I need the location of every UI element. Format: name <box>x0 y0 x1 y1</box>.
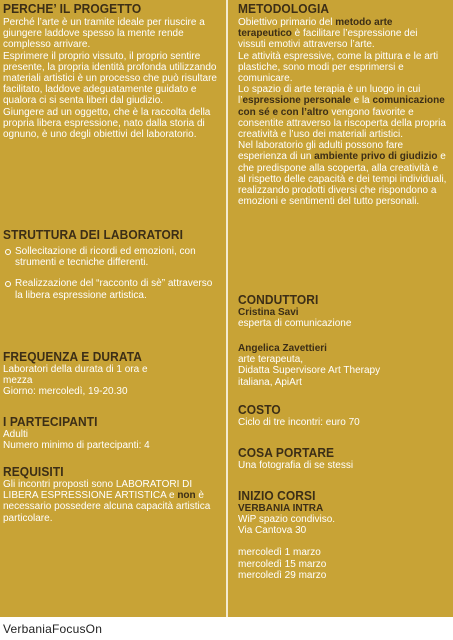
metodologia-p3-c: vengono favorite e consentite attraverso la riscoperta della propria creatività e l’uso dei materiali artistici. <box>238 106 446 141</box>
progetto-paragraph-3: Giungere ad un oggetto, che è la raccolta della propria libera espressione, nato dalla storia di ognuno, è uno degli obiettivi del laboratorio. <box>3 106 211 141</box>
metodologia-paragraph-1 <box>238 17 448 51</box>
heading-costo: COSTO <box>238 402 281 417</box>
section-requisiti <box>3 465 222 524</box>
heading-progetto: PERCHE’ IL PROGETTO <box>3 1 142 16</box>
metodologia-paragraph-3 <box>238 84 448 140</box>
inizio-address: Via Cantova 30 <box>238 525 307 537</box>
metodologia-p4-bold: ambiente privo di giudizio <box>314 151 438 163</box>
inizio-date-3: mercoledì 29 marzo <box>238 569 327 581</box>
brand-watermark <box>3 622 102 636</box>
heading-requisiti: REQUISITI <box>3 464 64 479</box>
frequenza-line-2: Giorno: mercoledì, 19-20.30 <box>3 386 128 398</box>
section-struttura <box>3 228 222 301</box>
progetto-paragraph-1: Perché l’arte è un tramite ideale per riuscire a giungere laddove spesso la mente rende complesso arrivare. <box>3 17 205 51</box>
inizio-venue: WiP spazio condiviso. <box>238 514 336 525</box>
conduttore-2-role-line-1: arte terapeuta, <box>238 354 304 366</box>
frequenza-line-1: Laboratori della durata di 1 ora e mezza <box>3 364 148 387</box>
section-inizio-corsi <box>238 489 448 581</box>
section-conduttori <box>238 293 448 388</box>
requisiti-text-bold: non <box>177 490 196 502</box>
metodologia-p1-b: è facilitare l’espressione dei vissuti emotivi attraverso l’arte. <box>238 28 418 51</box>
section-frequenza <box>3 350 222 398</box>
section-partecipanti <box>3 415 222 451</box>
requisiti-text <box>3 479 222 524</box>
struttura-item-2-text: Realizzazione del “racconto di sè” attraverso la libera espressione artistica. <box>15 278 213 301</box>
section-cosa-portare <box>238 446 448 471</box>
section-costo <box>238 403 448 428</box>
conduttore-1-name: Cristina Savi <box>238 307 299 318</box>
heading-inizio-corsi: INIZIO CORSI <box>238 488 316 503</box>
footer-bar <box>0 617 453 640</box>
conduttore-2-role-line-2: Didatta Supervisore Art Therapy <box>238 365 381 377</box>
heading-cosa-portare: COSA PORTARE <box>238 445 335 460</box>
struttura-item-1-text: Sollecitazione di ricordi ed emozioni, con strumenti e tecniche differenti. <box>15 246 196 269</box>
metodologia-p1-a: Obiettivo primario del <box>238 17 336 28</box>
heading-metodologia: METODOLOGIA <box>238 1 330 16</box>
partecipanti-line-1: Adulti <box>3 429 29 440</box>
heading-partecipanti: I PARTECIPANTI <box>3 414 98 429</box>
cosa-portare-text: Una fotografia di se stessi <box>238 460 354 471</box>
metodologia-p1-bold: metodo arte terapeutico <box>238 17 393 40</box>
requisiti-text-a: Gli incontri proposti sono LABORATORI DI LIBERA ESPRESSIONE ARTISTICA e <box>3 479 193 502</box>
metodologia-p4-a: Nel laboratorio gli adulti possono fare esperienza di un <box>238 140 404 163</box>
conduttore-2-role-line-3: italiana, ApiArt <box>238 376 302 388</box>
section-progetto <box>3 2 222 140</box>
metodologia-p4-b: e che predispone alla scoperta, alla creatività e al rispetto delle capacità e dei tempi individuali, realizzando prodotti diversi che rispondono a emozioni e sentimenti del tutto personali. <box>238 151 447 208</box>
bullet-icon <box>5 249 11 255</box>
bullet-icon <box>5 281 11 287</box>
metodologia-p3-bold-1: espressione personale <box>242 95 351 107</box>
metodologia-p3-bold-2: comunicazione con sé e con l’altro <box>238 95 445 118</box>
brand-part-2: FocusOn <box>51 622 103 636</box>
inizio-place: VERBANIA INTRA <box>238 503 324 514</box>
partecipanti-line-2: Numero minimo di partecipanti: 4 <box>3 440 150 452</box>
inizio-date-2: mercoledì 15 marzo <box>238 558 327 570</box>
conduttore-2-name: Angelica Zavettieri <box>238 343 327 355</box>
metodologia-paragraph-4 <box>238 140 448 207</box>
conduttore-1-role: esperta di comunicazione <box>238 318 352 329</box>
heading-frequenza: FREQUENZA E DURATA <box>3 349 142 364</box>
column-divider <box>226 0 228 617</box>
heading-struttura: STRUTTURA DEI LABORATORI <box>3 227 184 242</box>
section-metodologia <box>238 2 448 207</box>
requisiti-text-b: è necessario possedere alcuna capacità artistica particolare. <box>3 490 211 524</box>
costo-text: Ciclo di tre incontri: euro 70 <box>238 417 360 428</box>
struttura-item-2 <box>3 278 222 300</box>
progetto-paragraph-2: Esprimere il proprio vissuto, il proprio sentire presente, la propria identità profonda utilizzando materiali artistici è un processo che può risultare facilitato, laddove adeguatamente guidato e qualora ci si senta liberi dal giudizio. <box>3 50 217 107</box>
metodologia-p3-a: Lo spazio di arte terapia è un luogo in cui l’ <box>238 84 421 107</box>
brand-part-1: Verbania <box>3 622 52 636</box>
metodologia-p3-b: e la <box>350 95 373 107</box>
heading-conduttori: CONDUTTORI <box>238 292 319 307</box>
struttura-item-1 <box>3 246 222 268</box>
metodologia-paragraph-2: Le attività espressive, come la pittura e le arti plastiche, sono modi per esprimersi e comunicare. <box>238 50 439 85</box>
inizio-date-1: mercoledì 1 marzo <box>238 547 321 559</box>
